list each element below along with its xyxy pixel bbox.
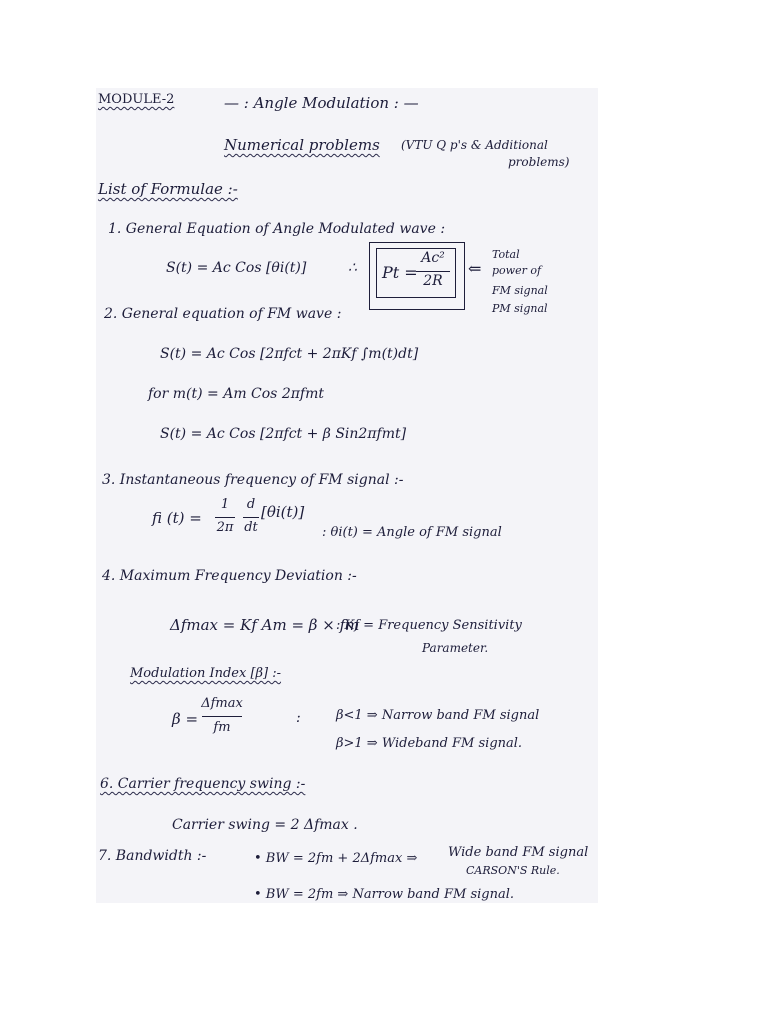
formula-3-dt: dt [244, 520, 258, 535]
power-numerator: Ac² [421, 250, 445, 266]
power-fraction-bar [416, 271, 450, 272]
formula-3-d: d [246, 497, 256, 512]
formula-3-denominator: 2π [216, 520, 234, 535]
formula-4-note-2: Parameter. [422, 641, 489, 655]
formula-7-equation-1: • BW = 2fm + 2Δfmax ⇒ [254, 851, 418, 866]
notebook-page [96, 88, 598, 903]
formula-2-equation-1: S(t) = Ac Cos [2πfct + 2πKf ∫m(t)dt] [160, 346, 419, 362]
formula-6-heading: 6. Carrier frequency swing :- [100, 776, 306, 792]
formula-3-fraction-bar [215, 517, 235, 518]
formula-3-lhs: fi (t) = [152, 509, 202, 527]
formula-5-lhs: β = [172, 710, 199, 728]
formula-6-equation: Carrier swing = 2 Δfmax . [172, 817, 358, 833]
module-label: MODULE-2 [98, 92, 175, 107]
power-note-3: FM signal [492, 284, 548, 297]
formula-4-note: : Kf = Frequency Sensitivity [336, 618, 522, 633]
power-denominator: 2R [423, 273, 443, 289]
formula-1-heading: 1. General Equation of Angle Modulated wave : [108, 221, 446, 237]
power-note-4: PM signal [492, 302, 548, 315]
formula-5-denominator: fm [213, 720, 231, 735]
formula-5-colon: : [296, 710, 301, 726]
subtitle-note-1: (VTU Q p's & Additional [401, 138, 548, 152]
formula-3-numerator: 1 [220, 497, 230, 512]
subtitle-note-2: problems) [508, 155, 570, 169]
page-title: — : Angle Modulation : — [224, 94, 419, 112]
formula-5-numerator: Δfmax [201, 696, 243, 711]
formula-2-equation-2: S(t) = Ac Cos [2πfct + β Sin2πfmt] [160, 426, 407, 442]
formula-5-case-1: β<1 ⇒ Narrow band FM signal [336, 708, 540, 723]
formula-4-heading: 4. Maximum Frequency Deviation :- [102, 568, 357, 584]
formula-2-heading: 2. General equation of FM wave : [104, 306, 342, 322]
power-lhs: Pt = [382, 263, 418, 282]
formula-3-bracket: [θi(t)] [261, 503, 305, 521]
power-note-2: power of [492, 264, 542, 277]
formula-2-for-line: for m(t) = Am Cos 2πfmt [148, 386, 325, 402]
formula-4-equation: Δfmax = Kf Am = β × fm [170, 616, 360, 634]
formula-7-heading: 7. Bandwidth :- [98, 848, 207, 864]
power-note-1: Total [492, 248, 520, 261]
formula-1-equation: S(t) = Ac Cos [θi(t)] [166, 260, 307, 276]
subtitle: Numerical problems [224, 136, 380, 154]
formula-5-heading: Modulation Index [β] :- [130, 666, 282, 681]
formula-5-fraction-bar [202, 716, 242, 717]
formula-5-case-2: β>1 ⇒ Wideband FM signal. [336, 736, 523, 751]
arrow-left-icon: ⇐ [468, 259, 482, 278]
formula-7-carson-rule: CARSON'S Rule. [466, 864, 560, 877]
formula-3-d-bar [243, 517, 259, 518]
list-title: List of Formulae :- [98, 180, 238, 198]
therefore-symbol: ∴ [348, 260, 357, 276]
formula-3-note: : θi(t) = Angle of FM signal [322, 525, 502, 540]
formula-7-note-1: Wide band FM signal [448, 845, 589, 860]
formula-7-equation-2: • BW = 2fm ⇒ Narrow band FM signal. [254, 887, 515, 902]
formula-3-heading: 3. Instantaneous frequency of FM signal :- [102, 472, 404, 488]
